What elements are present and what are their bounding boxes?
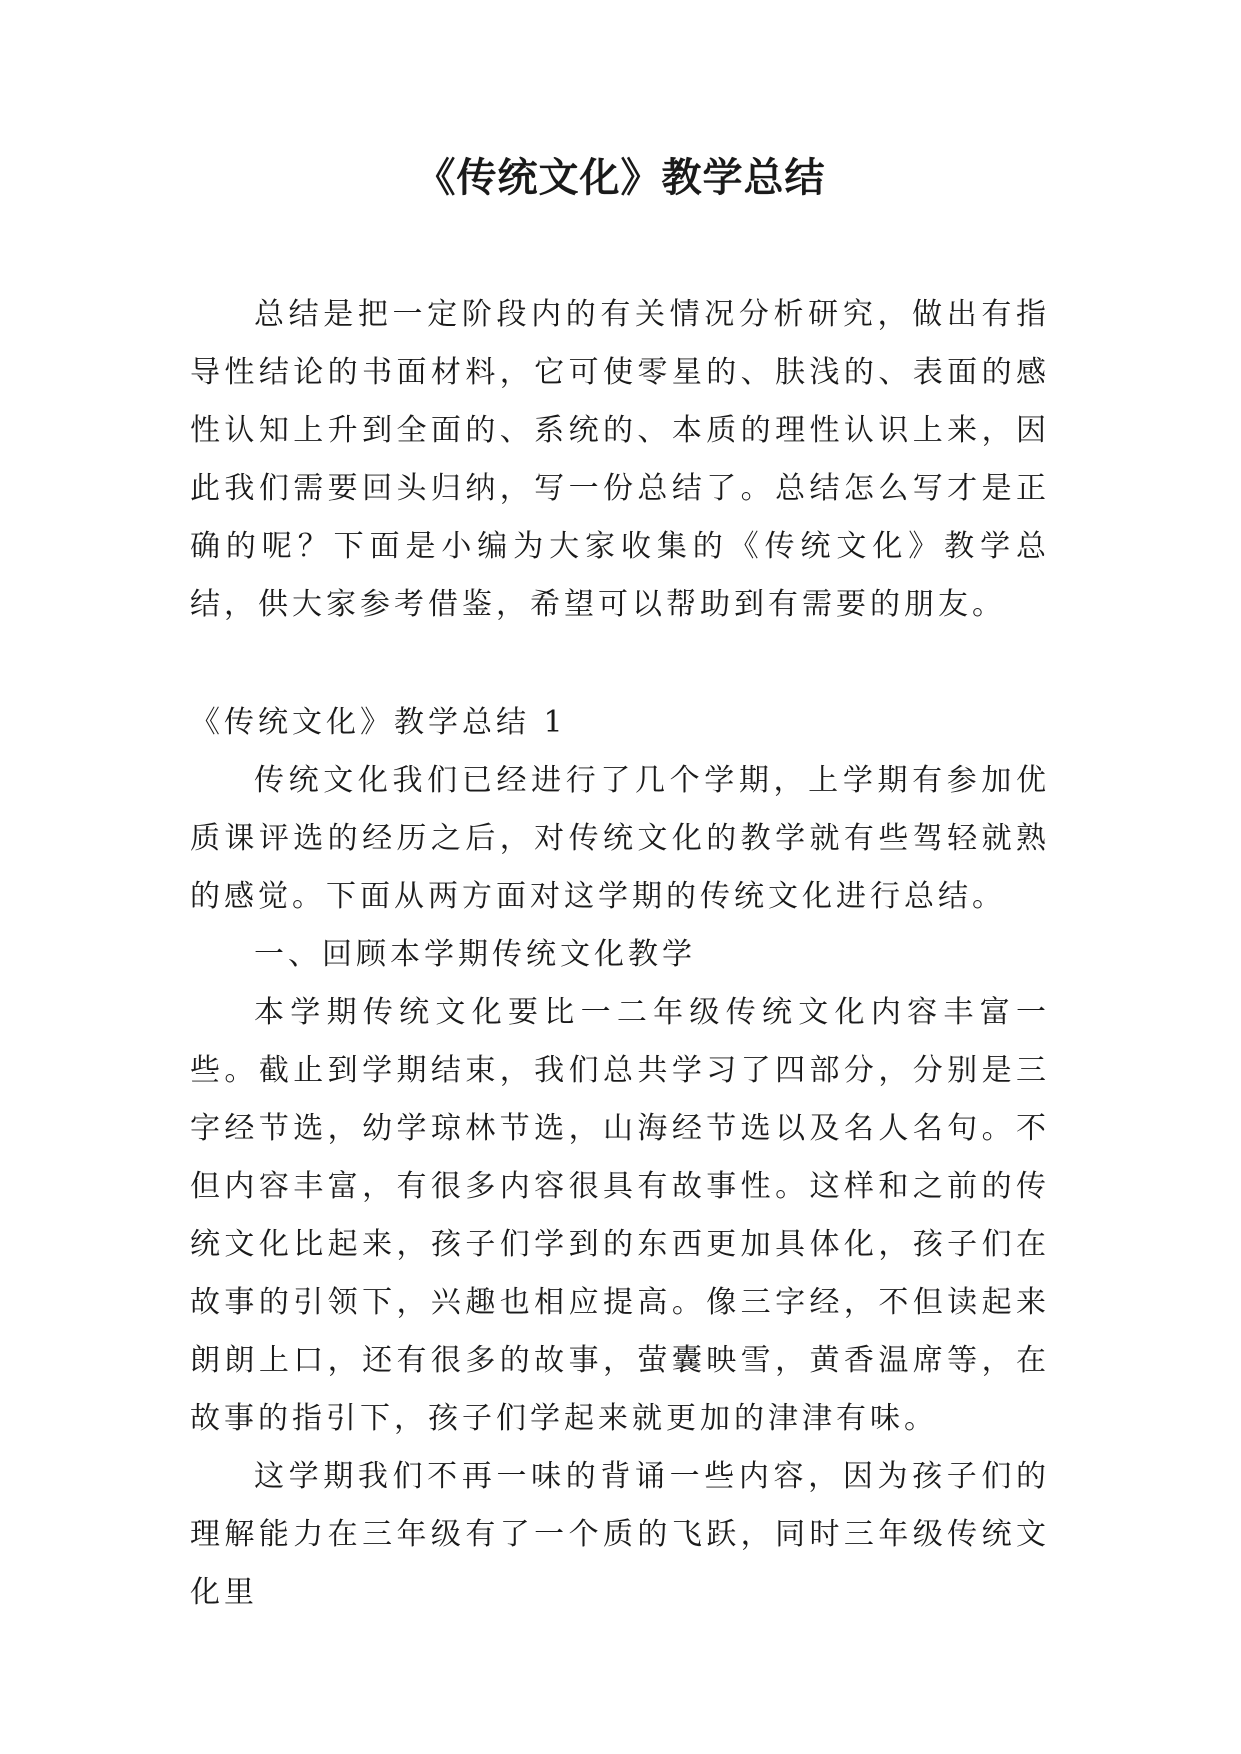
section-heading: 《传统文化》教学总结 1 [190,705,567,740]
body-paragraph: 本学期传统文化要比一二年级传统文化内容丰富一些。截止到学期结束，我们总共学习了四部分，分别是三字经节选，幼学琼林节选，山海经节选以及名人名句。不但内容丰富，有很多内容很具有故事性。这样和之前的传统文化比起来，孩子们学到的东西更加具体化，孩子们在故事的引领下，兴趣也相应提高。像三字经，不但读起来朗朗上口，还有很多的故事，萤囊映雪，黄香温席等，在故事的指引下，孩子们学起来就更加的津津有味。 [190,995,1050,1436]
intro-paragraph: 总结是把一定阶段内的有关情况分析研究，做出有指导性结论的书面材料，它可使零星的、肤浅的、表面的感性认知上升到全面的、系统的、本质的理性认识上来，因此我们需要回头归纳，写一份总结了。总结怎么写才是正确的呢？下面是小编为大家收集的《传统文化》教学总结，供大家参考借鉴，希望可以帮助到有需要的朋友。 [190,297,1050,622]
document-title: 《传统文化》教学总结 [415,155,826,201]
subsection-heading: 一、回顾本学期传统文化教学 [254,937,696,972]
section-1 [190,694,1050,1622]
body-paragraph: 这学期我们不再一味的背诵一些内容，因为孩子们的理解能力在三年级有了一个质的飞跃，同时三年级传统文化里 [190,1459,1050,1610]
body-paragraph: 传统文化我们已经进行了几个学期，上学期有参加优质课评选的经历之后，对传统文化的教学就有些驾轻就熟的感觉。下面从两方面对这学期的传统文化进行总结。 [190,763,1050,914]
intro-block [190,286,1050,634]
